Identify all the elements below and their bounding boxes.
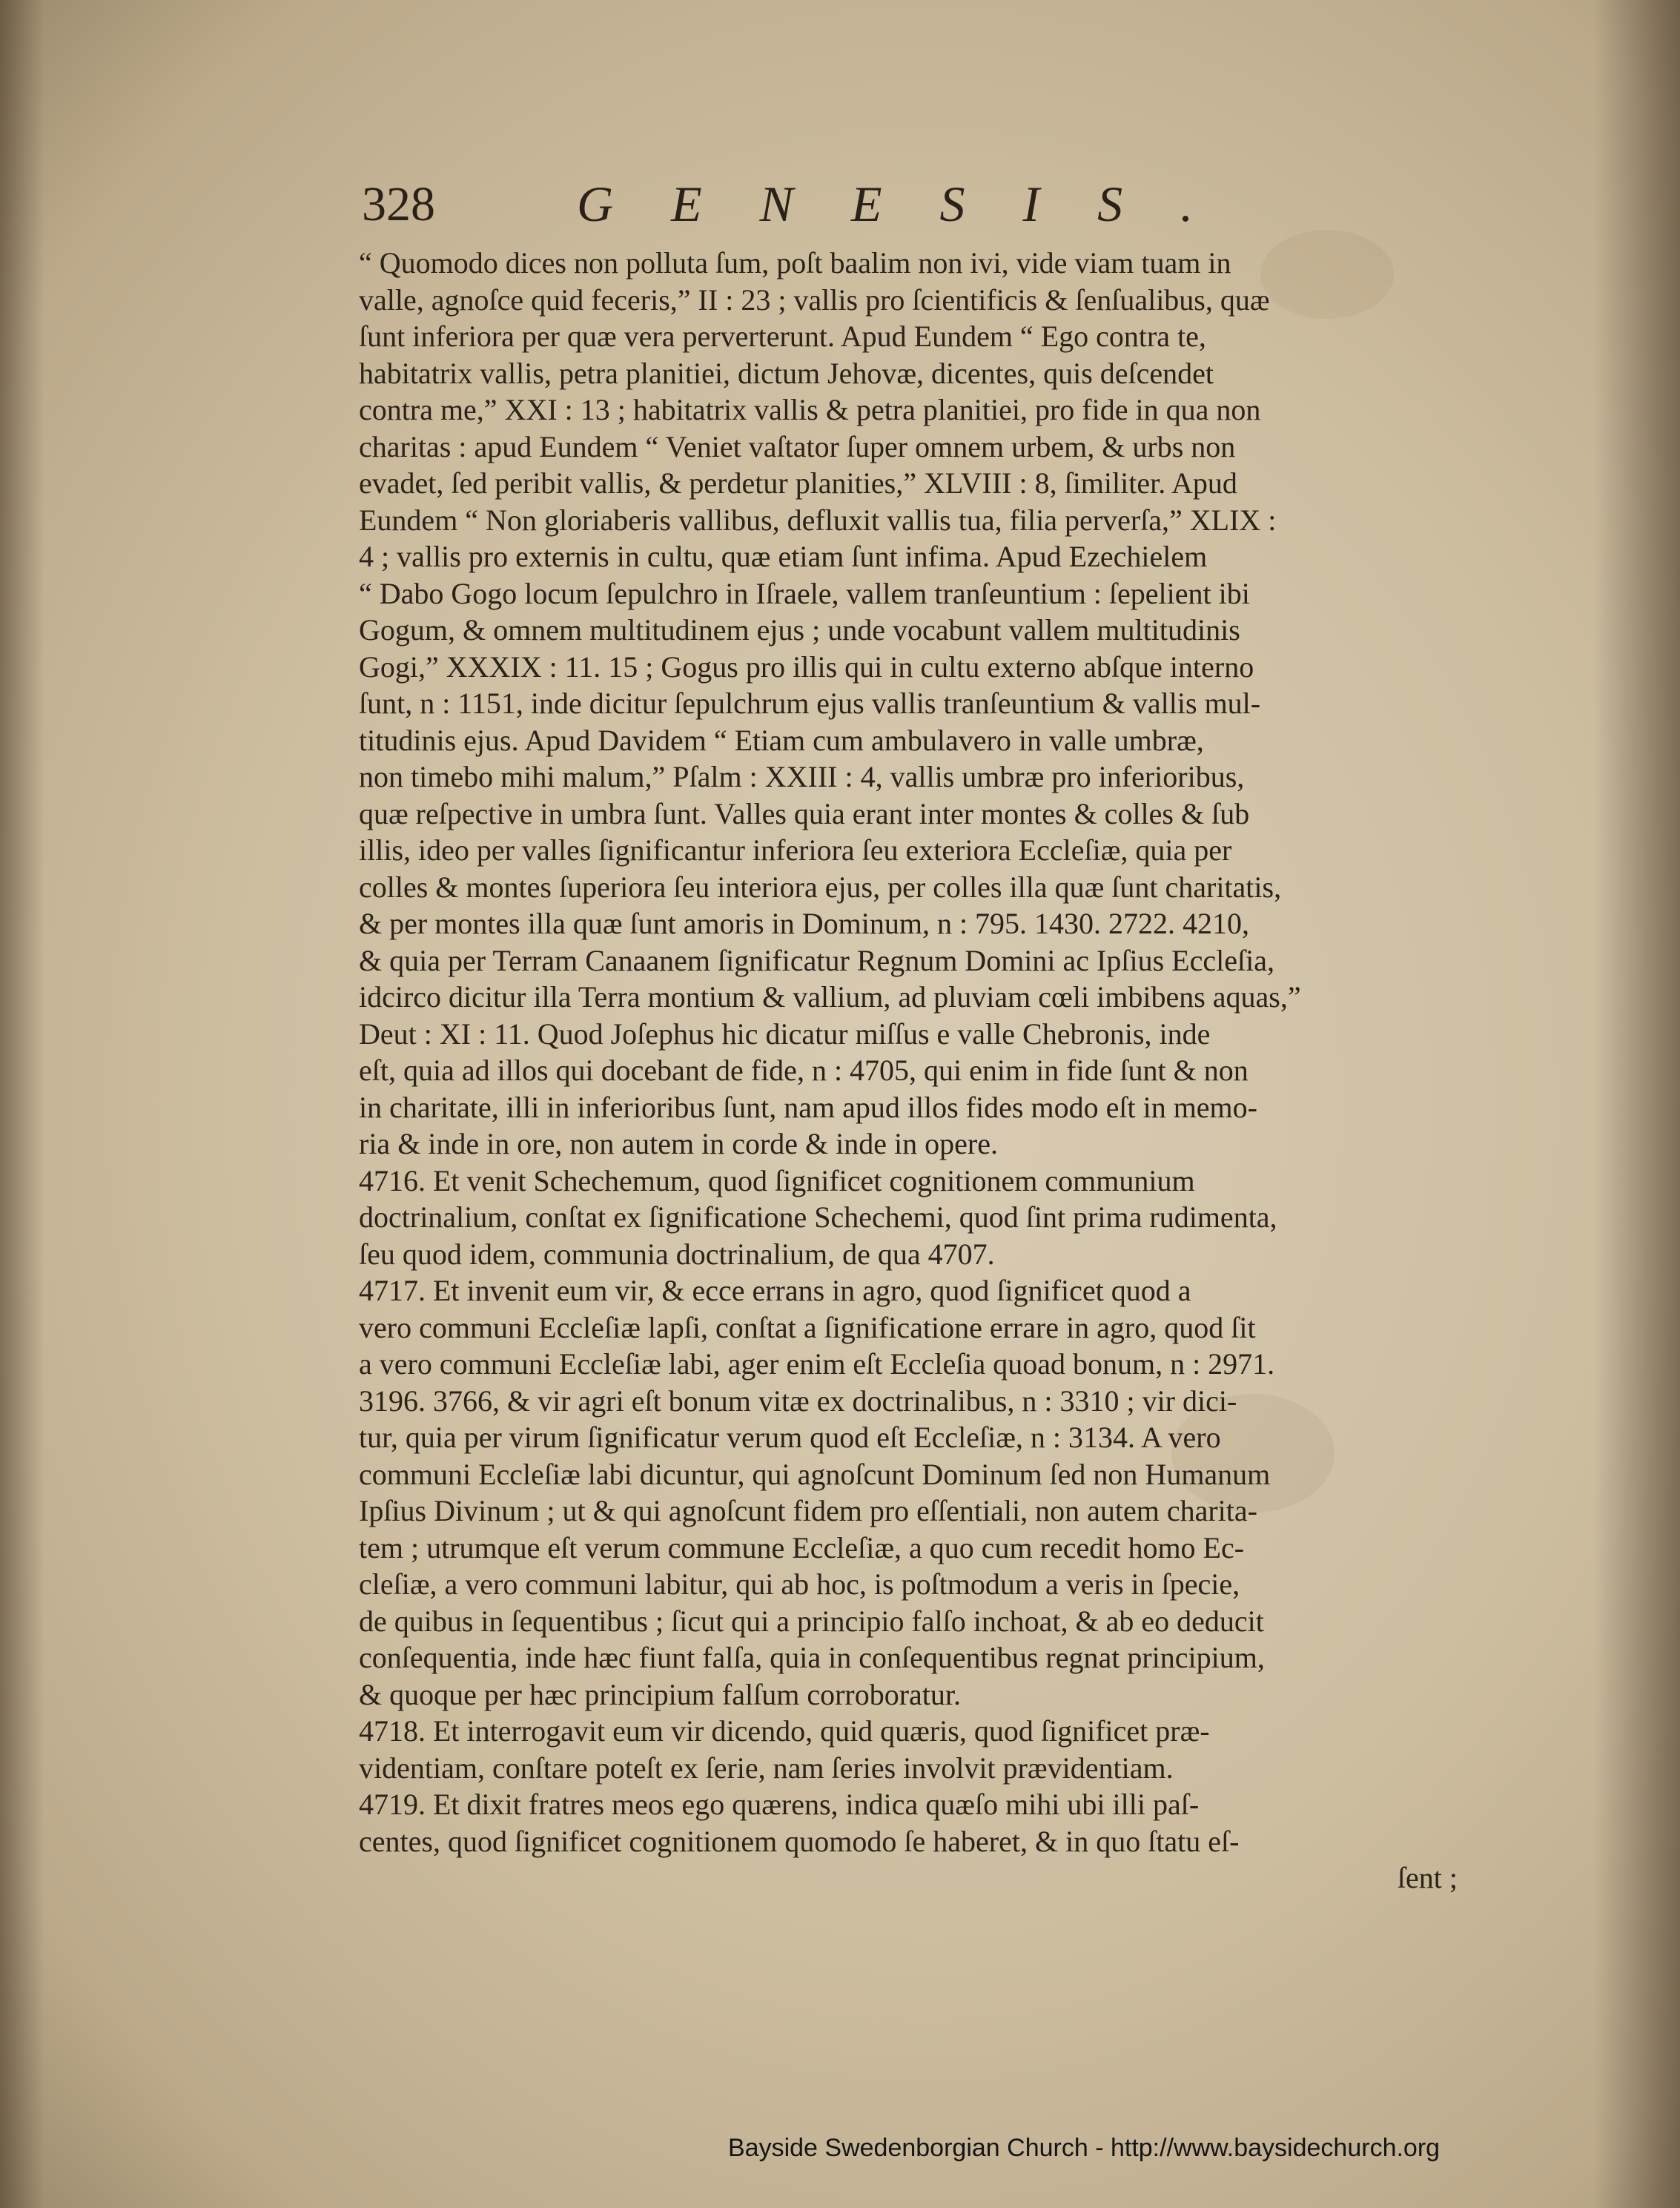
text-line: 4 ; vallis pro externis in cultu, quæ etiam ſunt infima. Apud Ezechielem bbox=[359, 540, 1208, 573]
text-line: cleſiæ, a vero communi labitur, qui ab hoc, is poſtmodum a veris in ſpecie, bbox=[359, 1567, 1240, 1601]
text-line: “ Dabo Gogo locum ſepulchro in Iſraele, vallem tranſeuntium : ſepelient ibi bbox=[359, 576, 1250, 610]
text-line: 4718. Et interrogavit eum vir dicendo, quid quæris, quod ſignificet præ- bbox=[359, 1714, 1210, 1748]
text-line: doctrinalium, conſtat ex ſignificatione Schechemi, quod ſint prima rudimenta, bbox=[359, 1200, 1277, 1234]
text-line: de quibus in ſequentibus ; ſicut qui a principio falſo inchoat, & ab eo deducit bbox=[359, 1604, 1264, 1638]
text-line: titudinis ejus. Apud Davidem “ Etiam cum ambulavero in valle umbræ, bbox=[359, 723, 1204, 757]
text-line: ſeu quod idem, communia doctrinalium, de qua 4707. bbox=[359, 1237, 995, 1271]
running-header bbox=[362, 176, 1274, 243]
text-line: idcirco dicitur illa Terra montium & vallium, ad pluviam cœli imbibens aquas,” bbox=[359, 980, 1301, 1014]
text-line: Gogum, & omnem multitudinem ejus ; unde vocabunt vallem multitudinis bbox=[359, 613, 1240, 647]
text-line: quæ reſpective in umbra ſunt. Valles quia erant inter montes & colles & ſub bbox=[359, 796, 1250, 830]
text-line: ria & inde in ore, non autem in corde & inde in opere. bbox=[359, 1127, 998, 1160]
text-line: communi Eccleſiæ labi dicuntur, qui agnoſcunt Dominum ſed non Humanum bbox=[359, 1457, 1271, 1491]
text-line: & quoque per hæc principium falſum corroboratur. bbox=[359, 1677, 962, 1711]
text-line: in charitate, illi in inferioribus ſunt, nam apud illos fides modo eſt in memo- bbox=[359, 1090, 1257, 1124]
catchword: ſent ; bbox=[1397, 1861, 1458, 1894]
text-line: ſunt, n : 1151, inde dicitur ſepulchrum ejus vallis tranſeuntium & vallis mul- bbox=[359, 687, 1261, 720]
page-number: 328 bbox=[362, 177, 435, 231]
text-line: illis, ideo per valles ſignificantur inferiora ſeu exteriora Eccleſiæ, quia per bbox=[359, 833, 1232, 867]
text-line: valle, agnoſce quid feceris,” II : 23 ; vallis pro ſcientificis & ſenſualibus, quæ bbox=[359, 282, 1270, 317]
text-line: ſunt inferiora per quæ vera perverterunt. Apud Eundem “ Ego contra te, bbox=[359, 320, 1206, 353]
text-line: contra me,” XXI : 13 ; habitatrix vallis & petra planitiei, pro fide in qua non bbox=[359, 393, 1261, 426]
text-line: conſequentia, inde hæc fiunt falſa, quia in conſequentibus regnat principium, bbox=[359, 1641, 1265, 1674]
text-line: charitas : apud Eundem “ Veniet vaſtator ſuper omnem urbem, & urbs non bbox=[359, 429, 1236, 463]
page-left-edge-shadow bbox=[0, 0, 44, 2208]
text-line: 4719. Et dixit fratres meos ego quærens, indica quæſo mihi ubi illi paſ- bbox=[359, 1788, 1200, 1821]
text-line: non timebo mihi malum,” Pſalm : XXIII : 4, vallis umbræ pro inferioribus, bbox=[359, 760, 1245, 793]
running-title: GENESIS. bbox=[577, 176, 1251, 232]
text-line: Deut : XI : 11. Quod Joſephus hic dicatur miſſus e valle Chebronis, inde bbox=[359, 1017, 1211, 1051]
text-line: vero communi Eccleſiæ lapſi, conſtat a ſignificatione errare in agro, quod ſit bbox=[359, 1310, 1256, 1344]
text-line: “ Quomodo dices non polluta ſum, poſt baalim non ivi, vide viam tuam in bbox=[359, 246, 1231, 280]
text-line: centes, quod ſignificet cognitionem quomodo ſe haberet, & in quo ſtatu eſ- bbox=[359, 1824, 1240, 1858]
page-binding-shadow bbox=[1594, 0, 1680, 2208]
text-line: 4717. Et invenit eum vir, & ecce errans in agro, quod ſignificet quod a bbox=[359, 1274, 1191, 1307]
text-line: 3196. 3766, & vir agri eſt bonum vitæ ex doctrinalibus, n : 3310 ; vir dici- bbox=[359, 1384, 1237, 1418]
text-line: a vero communi Eccleſiæ labi, ager enim eſt Eccleſia quoad bonum, n : 2971. bbox=[359, 1347, 1275, 1381]
text-line: Eundem “ Non gloriaberis vallibus, defluxit vallis tua, filia perverſa,” XLIX : bbox=[359, 503, 1277, 537]
body-text bbox=[359, 245, 1458, 1897]
text-line: colles & montes ſuperiora ſeu interiora ejus, per colles illa quæ ſunt charitatis, bbox=[359, 870, 1282, 904]
text-line: Gogi,” XXXIX : 11. 15 ; Gogus pro illis qui in cultu externo abſque interno bbox=[359, 649, 1254, 684]
text-line: videntiam, conſtare poteſt ex ſerie, nam ſeries involvit prævidentiam. bbox=[359, 1751, 1174, 1785]
text-line: eſt, quia ad illos qui docebant de fide, n : 4705, qui enim in fide ſunt & non bbox=[359, 1054, 1249, 1087]
text-line: Ipſius Divinum ; ut & qui agnoſcunt fidem pro eſſentiali, non autem charita- bbox=[359, 1494, 1257, 1527]
text-line: tur, quia per virum ſignificatur verum quod eſt Eccleſiæ, n : 3134. A vero bbox=[359, 1421, 1221, 1454]
text-line: 4716. Et venit Schechemum, quod ſignificet cognitionem communium bbox=[359, 1163, 1195, 1197]
text-line: & quia per Terram Canaanem ſignificatur Regnum Domini ac Ipſius Eccleſia, bbox=[359, 943, 1274, 977]
footer-credit: Bayside Swedenborgian Church - http://www.baysidechurch.org bbox=[728, 2134, 1441, 2162]
text-line: & per montes illa quæ ſunt amoris in Dominum, n : 795. 1430. 2722. 4210, bbox=[359, 907, 1250, 940]
text-line: habitatrix vallis, petra planitiei, dictum Jehovæ, dicentes, quis deſcendet bbox=[359, 356, 1214, 390]
text-line: tem ; utrumque eſt verum commune Eccleſiæ, a quo cum recedit homo Ec- bbox=[359, 1530, 1245, 1564]
text-line: evadet, ſed peribit vallis, & perdetur planities,” XLVIII : 8, ſimiliter. Apud bbox=[359, 466, 1237, 500]
